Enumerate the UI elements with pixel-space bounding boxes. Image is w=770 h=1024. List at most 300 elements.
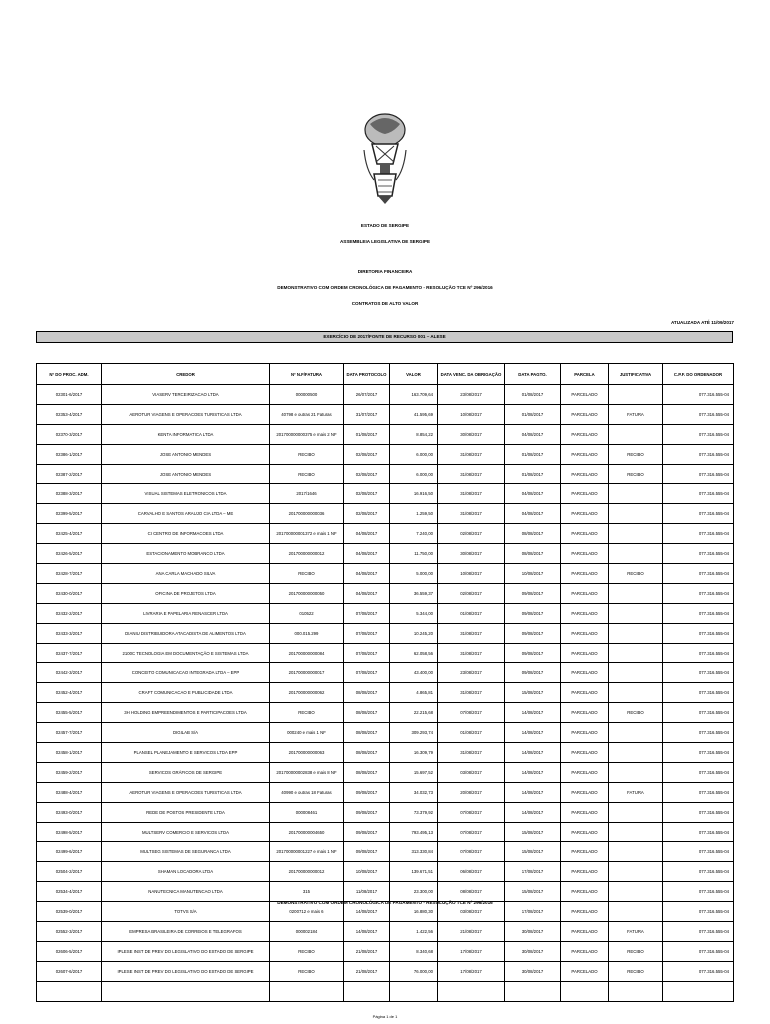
table-cell: 31/08/2017 [438, 683, 505, 703]
footer-title: DEMONSTRATIVO COM ORDEM CRONOLÓGICA DE PAGAMENTO - RESOLUÇÃO TCE Nº 296/2016 [277, 900, 493, 905]
table-cell: LIVRARIA E PAPELARIA RENASCER LTDA [102, 603, 270, 623]
table-cell: 10/08/2017 [505, 564, 561, 584]
table-cell: 21/08/2017 [344, 961, 390, 981]
table-cell: RECIBO [270, 444, 344, 464]
table-cell [609, 484, 663, 504]
table-header-row [37, 364, 734, 385]
table-cell: 077.316.555-04 [663, 961, 734, 981]
table-row [37, 643, 734, 663]
table-cell: 02/08/2017 [344, 484, 390, 504]
table-cell: 077.316.555-04 [663, 941, 734, 961]
table-cell: 14/08/2017 [505, 703, 561, 723]
table-cell: 08/08/2017 [344, 703, 390, 723]
table-cell: SHAMAN LOCADORA LTDA [102, 862, 270, 882]
table-cell: 40990 e outras 18 Faturas [270, 782, 344, 802]
table-cell: 201700000000084 [270, 643, 344, 663]
table-cell: RECIBO [270, 703, 344, 723]
table-cell: 14/08/2017 [505, 782, 561, 802]
table-cell: 201700000000062 [270, 683, 344, 703]
table-cell [609, 623, 663, 643]
table-cell: 02301-6/2017 [37, 385, 102, 405]
table-row [37, 484, 734, 504]
table-cell: 02425-4/2017 [37, 524, 102, 544]
table-cell: 02458-1/2017 [37, 743, 102, 763]
updated-date: ATUALIZADA ATÉ 11/09/2017 [670, 320, 734, 325]
table-cell: 31/08/2017 [438, 444, 505, 464]
table-cell: PARCELADO [561, 902, 609, 922]
table-cell [609, 643, 663, 663]
table-cell: 201700000001372 e mais 1 NF [270, 524, 344, 544]
table-cell: 02428-7/2017 [37, 564, 102, 584]
table-cell: 10/08/2017 [344, 862, 390, 882]
table-cell: 077.316.555-04 [663, 643, 734, 663]
table-row [37, 961, 734, 981]
table-cell [609, 743, 663, 763]
assembly-name: ASSEMBLEIA LEGISLATIVA DE SERGIPE [339, 239, 431, 244]
table-cell: 15/08/2017 [505, 842, 561, 862]
table-cell: 02455-5/2017 [37, 703, 102, 723]
table-cell: 077.316.555-04 [663, 603, 734, 623]
table-cell: 08/08/2017 [505, 524, 561, 544]
table-cell: 02/08/2017 [344, 504, 390, 524]
table-cell: 077.316.555-04 [663, 504, 734, 524]
table-cell: VISUAL SISTEMAS ELETRONICOS LTDA [102, 484, 270, 504]
table-cell: OFICINA DE PROJETOS LTDA [102, 583, 270, 603]
table-cell: PARCELADO [561, 782, 609, 802]
table-cell: 201700000001227 e mais 1 NF [270, 842, 344, 862]
table-cell: 02552-3/2017 [37, 922, 102, 942]
table-cell: JOSE ANTONIO MENDES [102, 464, 270, 484]
table-cell: PARCELADO [561, 922, 609, 942]
table-cell: 163.709,64 [390, 385, 438, 405]
table-cell: 077.316.555-04 [663, 902, 734, 922]
table-cell: 43.400,00 [390, 663, 438, 683]
table-cell: 02426-5/2017 [37, 544, 102, 564]
table-row [37, 504, 734, 524]
table-cell: 14/08/2017 [505, 762, 561, 782]
table-cell: 08/08/2017 [505, 544, 561, 564]
table-cell [609, 524, 663, 544]
table-cell [609, 663, 663, 683]
table-cell: 000.015.299 [270, 623, 344, 643]
table-row [37, 583, 734, 603]
table-cell: 09/08/2017 [344, 802, 390, 822]
table-cell: 02442-3/2017 [37, 663, 102, 683]
table-cell: PARCELADO [561, 961, 609, 981]
table-cell: 31/08/2017 [438, 464, 505, 484]
table-row [37, 404, 734, 424]
table-cell: MULTSEG SISTEMAS DE SEGURANCA LTDA [102, 842, 270, 862]
table-cell: 077.316.555-04 [663, 842, 734, 862]
table-cell: 16.916,50 [390, 484, 438, 504]
table-cell: 30/08/2017 [438, 424, 505, 444]
table-cell: PARCELADO [561, 643, 609, 663]
table-cell: DIANIU DISTRIBUIDORA ATACADISTA DE ALIMENTOS LTDA [102, 623, 270, 643]
table-row-empty [37, 981, 734, 1001]
table-cell: FATURA [609, 782, 663, 802]
table-cell: 077.316.555-04 [663, 564, 734, 584]
table-cell: 02/08/2017 [438, 583, 505, 603]
table-cell: 02432-2/2017 [37, 603, 102, 623]
table-cell: 09/08/2017 [344, 822, 390, 842]
table-cell: 010522 [270, 603, 344, 623]
table-cell: ESTACIONAMENTO MOBRANCO LTDA [102, 544, 270, 564]
table-cell: 077.316.555-04 [663, 583, 734, 603]
table-cell: 08/08/2017 [344, 743, 390, 763]
table-cell [609, 504, 663, 524]
table-cell: 02607-6/2017 [37, 961, 102, 981]
table-cell: 02504-2/2017 [37, 862, 102, 882]
table-cell: 30/08/2017 [438, 544, 505, 564]
table-cell: PARCELADO [561, 504, 609, 524]
table-cell: 14/08/2017 [505, 743, 561, 763]
table-cell: 03/08/2017 [438, 902, 505, 922]
table-cell: RECIBO [270, 564, 344, 584]
table-cell: 09/08/2017 [344, 782, 390, 802]
table-cell: 23.300,00 [390, 882, 438, 902]
table-cell: AEROTUR VIAGENS E OPERACOES TURISTICAS LTDA [102, 404, 270, 424]
table-cell: 08/08/2017 [344, 762, 390, 782]
table-cell: 077.316.555-04 [663, 802, 734, 822]
state-coat-of-arms-icon [360, 110, 410, 206]
table-cell: 10/08/2017 [438, 564, 505, 584]
table-cell: 02459-2/2017 [37, 762, 102, 782]
table-cell: 22.215,68 [390, 703, 438, 723]
table-cell: 16.309,79 [390, 743, 438, 763]
table-cell: PARCELADO [561, 444, 609, 464]
table-row [37, 822, 734, 842]
table-cell: 7.240,00 [390, 524, 438, 544]
column-header: VALOR [390, 364, 438, 385]
table-cell: 201700000002838 e mais 8 NF [270, 762, 344, 782]
table-cell: 04/08/2017 [344, 544, 390, 564]
table-cell: 02387-2/2017 [37, 464, 102, 484]
table-row [37, 922, 734, 942]
table-cell [609, 822, 663, 842]
table-cell: PARCELADO [561, 544, 609, 564]
table-cell [609, 424, 663, 444]
table-row [37, 762, 734, 782]
table-cell [609, 882, 663, 902]
table-cell: 077.316.555-04 [663, 464, 734, 484]
table-cell: 5.000,00 [390, 564, 438, 584]
table-cell: PARCELADO [561, 663, 609, 683]
table-row [37, 424, 734, 444]
payments-table [36, 363, 734, 1002]
table-cell: 21/08/2017 [344, 941, 390, 961]
table-row [37, 882, 734, 902]
table-cell: 02452-4/2017 [37, 683, 102, 703]
table-cell: RECIBO [609, 961, 663, 981]
table-cell [609, 603, 663, 623]
table-cell: 01/08/2017 [344, 424, 390, 444]
table-cell: 31/08/2017 [438, 743, 505, 763]
column-header: DATA VENC. DA OBRIGAÇÃO [438, 364, 505, 385]
table-cell: PARCELADO [561, 723, 609, 743]
table-cell: 077.316.555-04 [663, 703, 734, 723]
table-cell: 62.058,56 [390, 643, 438, 663]
table-cell: 6.000,00 [390, 444, 438, 464]
table-cell: 15/08/2017 [505, 683, 561, 703]
report-subtitle: CONTRATOS DE ALTO VALOR [351, 301, 419, 306]
table-cell [344, 981, 390, 1001]
table-cell: RECIBO [609, 464, 663, 484]
table-cell: 077.316.555-04 [663, 822, 734, 842]
table-cell: VIASERV TERCEIRIZACAO LTDA [102, 385, 270, 405]
table-cell: 077.316.555-04 [663, 862, 734, 882]
table-cell: 8.340,68 [390, 941, 438, 961]
table-cell: 40798 e outras 21 Faturas [270, 404, 344, 424]
table-cell: 3H HOLDING EMPREENDIMENTOS E PARTICIPACOES LTDA [102, 703, 270, 723]
table-cell: 17/08/2017 [505, 902, 561, 922]
table-cell: 09/08/2017 [505, 663, 561, 683]
table-row [37, 603, 734, 623]
table-cell: 02388-3/2017 [37, 484, 102, 504]
table-cell [270, 981, 344, 1001]
table-cell: PARCELADO [561, 564, 609, 584]
table-cell [609, 842, 663, 862]
table-cell: CRAFT COMUNICACAO E PUBLICIDADE LTDA [102, 683, 270, 703]
table-cell: 07/08/2017 [438, 842, 505, 862]
table-cell: 30/08/2017 [505, 941, 561, 961]
table-cell: 02534-4/2017 [37, 882, 102, 902]
table-cell: 077.316.555-04 [663, 424, 734, 444]
table-cell: 077.316.555-04 [663, 444, 734, 464]
table-cell: 077.316.555-04 [663, 484, 734, 504]
table-cell [609, 385, 663, 405]
table-cell: 14/08/2017 [505, 802, 561, 822]
table-cell: 315 [270, 882, 344, 902]
table-cell: 04/08/2017 [344, 524, 390, 544]
table-cell: 14/08/2017 [344, 922, 390, 942]
table-cell: 6.000,00 [390, 464, 438, 484]
table-cell: 02433-3/2017 [37, 623, 102, 643]
table-cell: 07/08/2017 [344, 603, 390, 623]
exercise-banner: EXERCÍCIO DE 2017/FONTE DE RECURSO 001 – ALESE [36, 331, 733, 343]
table-row [37, 842, 734, 862]
table-cell [37, 981, 102, 1001]
table-cell: 04/08/2017 [505, 484, 561, 504]
table-cell: 01/08/2017 [505, 404, 561, 424]
column-header: DATA PROTOCOLO [344, 364, 390, 385]
table-cell: CARVALHO E SANTOS ARAUJO CIA LTDA – ME [102, 504, 270, 524]
table-cell: 201700000000063 [270, 743, 344, 763]
table-cell: 04/08/2017 [344, 583, 390, 603]
table-cell: PARCELADO [561, 583, 609, 603]
table-cell: PARCELADO [561, 623, 609, 643]
table-cell: 201700000004650 [270, 822, 344, 842]
table-cell [609, 802, 663, 822]
table-cell: 309.293,74 [390, 723, 438, 743]
table-cell: 17/08/2017 [505, 862, 561, 882]
table-cell: 02498-5/2017 [37, 822, 102, 842]
table-cell: 15/08/2017 [505, 822, 561, 842]
table-cell [390, 981, 438, 1001]
table-cell [609, 862, 663, 882]
table-row [37, 524, 734, 544]
table-cell [609, 723, 663, 743]
table-cell: 5.344,00 [390, 603, 438, 623]
table-cell: 201700000000050 [270, 583, 344, 603]
table-cell: 02539-0/2017 [37, 902, 102, 922]
page-number: Página 1 de 1 [372, 1014, 398, 1019]
table-row [37, 723, 734, 743]
table-cell: PARCELADO [561, 941, 609, 961]
table-cell: 10.245,20 [390, 623, 438, 643]
table-cell: PARCELADO [561, 385, 609, 405]
table-cell: 02/08/2017 [344, 444, 390, 464]
table-cell: 23/08/2017 [438, 663, 505, 683]
table-cell: AEROTUR VIAGENS E OPERACOES TURISTICAS LTDA [102, 782, 270, 802]
table-cell: FATURA [609, 922, 663, 942]
table-cell: 04/08/2017 [505, 424, 561, 444]
table-row [37, 444, 734, 464]
table-row [37, 802, 734, 822]
table-cell: PARCELADO [561, 882, 609, 902]
table-cell: 201700000000012 [270, 862, 344, 882]
table-cell: 30/08/2017 [505, 922, 561, 942]
table-cell: 2100C TECNOLOGIA EM DOCUMENTAÇÃO E SISTEMAS LTDA [102, 643, 270, 663]
table-cell: 01/08/2017 [505, 444, 561, 464]
table-cell: 077.316.555-04 [663, 762, 734, 782]
table-cell: 31/08/2017 [438, 643, 505, 663]
table-cell: 01/08/2017 [438, 603, 505, 623]
table-row [37, 743, 734, 763]
table-cell: 02488-4/2017 [37, 782, 102, 802]
table-cell: 1.259,50 [390, 504, 438, 524]
table-cell: 31/07/2017 [344, 404, 390, 424]
column-header: Nº DO PROC. ADM. [37, 364, 102, 385]
table-cell: PARCELADO [561, 603, 609, 623]
table-cell: 000008461 [270, 802, 344, 822]
table-cell: 02606-5/2017 [37, 941, 102, 961]
table-cell: 34.032,73 [390, 782, 438, 802]
table-cell: 07/08/2017 [438, 703, 505, 723]
table-cell: PARCELADO [561, 424, 609, 444]
table-row [37, 385, 734, 405]
table-cell: 2017/1646 [270, 484, 344, 504]
table-cell: 14/08/2017 [344, 902, 390, 922]
table-cell: 30/08/2017 [505, 961, 561, 981]
table-cell: 02353-4/2017 [37, 404, 102, 424]
table-cell: 077.316.555-04 [663, 743, 734, 763]
table-cell: 07/08/2017 [438, 822, 505, 842]
table-cell: 10/08/2017 [438, 404, 505, 424]
table-cell: PARCELADO [561, 762, 609, 782]
table-cell: 077.316.555-04 [663, 524, 734, 544]
table-row [37, 782, 734, 802]
table-cell [609, 683, 663, 703]
table-cell: 41.595,69 [390, 404, 438, 424]
table-cell: 077.316.555-04 [663, 623, 734, 643]
table-cell: EMPRESA BRASILEIRA DE CORREIOS E TELEGRAFOS [102, 922, 270, 942]
table-cell: RECIBO [270, 464, 344, 484]
table-row [37, 703, 734, 723]
table-cell: 201700000000036 [270, 504, 344, 524]
table-cell: 15.697,52 [390, 762, 438, 782]
table-cell: 02370-3/2017 [37, 424, 102, 444]
table-cell: 07/08/2017 [344, 643, 390, 663]
column-header: C.P.F. DO ORDENADOR [663, 364, 734, 385]
column-header: JUSTIFICATIVA [609, 364, 663, 385]
table-cell: 09/08/2017 [505, 643, 561, 663]
table-cell: PARCELADO [561, 802, 609, 822]
table-cell: 02499-6/2017 [37, 842, 102, 862]
table-cell: RECIBO [609, 444, 663, 464]
table-cell [561, 981, 609, 1001]
table-cell: 06/08/2017 [438, 862, 505, 882]
table-cell: 07/08/2017 [438, 802, 505, 822]
table-row [37, 941, 734, 961]
table-cell: 01/08/2017 [505, 385, 561, 405]
table-cell: 000000500 [270, 385, 344, 405]
table-cell: 08/08/2017 [344, 723, 390, 743]
table-cell: 09/08/2017 [505, 583, 561, 603]
table-cell: 02457-7/2017 [37, 723, 102, 743]
table-cell: PARCELADO [561, 464, 609, 484]
table-cell: ANA CARLA MACHADO SILVA [102, 564, 270, 584]
table-cell: 09/08/2017 [344, 842, 390, 862]
table-cell: KENTA INFORMATICA LTDA [102, 424, 270, 444]
table-cell: PARCELADO [561, 524, 609, 544]
table-cell: 07/08/2017 [344, 623, 390, 643]
table-cell: PARCELADO [561, 862, 609, 882]
table-cell [609, 981, 663, 1001]
table-cell: 077.316.555-04 [663, 404, 734, 424]
table-cell: PARCELADO [561, 683, 609, 703]
table-cell: 04/08/2017 [505, 504, 561, 524]
table-cell: 4.865,81 [390, 683, 438, 703]
table-cell: 077.316.555-04 [663, 782, 734, 802]
table-cell: REDE DE POSTOS PRESIDENTE LTDA [102, 802, 270, 822]
table-cell: 76.000,00 [390, 961, 438, 981]
table-row [37, 862, 734, 882]
table-cell: TOTVS S/A [102, 902, 270, 922]
table-cell: SERVICOS GRÁFICOS DE SERGIPE [102, 762, 270, 782]
table-cell: 02/08/2017 [438, 524, 505, 544]
table-cell: 000240 e mais 1 NF [270, 723, 344, 743]
table-cell: 17/08/2017 [438, 941, 505, 961]
table-cell: 793.495,13 [390, 822, 438, 842]
table-cell: 02493-0/2017 [37, 802, 102, 822]
table-cell: 36.559,37 [390, 583, 438, 603]
table-cell: 17/08/2017 [438, 961, 505, 981]
table-cell: PARCELADO [561, 703, 609, 723]
table-row [37, 683, 734, 703]
table-row [37, 663, 734, 683]
table-cell: 02386-1/2017 [37, 444, 102, 464]
column-header: CREDOR [102, 364, 270, 385]
table-cell: PLANSEL PLANEJAMENTO E SERVICOS LTDA EPP [102, 743, 270, 763]
table-row [37, 544, 734, 564]
table-cell: 01/08/2017 [505, 464, 561, 484]
table-row [37, 564, 734, 584]
table-cell: 0200712 e mais 6 [270, 902, 344, 922]
table-cell [609, 544, 663, 564]
table-cell: 077.316.555-04 [663, 922, 734, 942]
table-cell: 8.854,22 [390, 424, 438, 444]
table-cell: 000002184 [270, 922, 344, 942]
table-cell [505, 981, 561, 1001]
table-cell: 31/08/2017 [438, 484, 505, 504]
table-cell: 21/08/2017 [438, 922, 505, 942]
table-cell: 077.316.555-04 [663, 723, 734, 743]
table-row [37, 464, 734, 484]
table-cell: 077.316.555-04 [663, 683, 734, 703]
table-cell: FATURA [609, 404, 663, 424]
table-cell: 01/08/2017 [438, 723, 505, 743]
table-cell: 16.880,30 [390, 902, 438, 922]
